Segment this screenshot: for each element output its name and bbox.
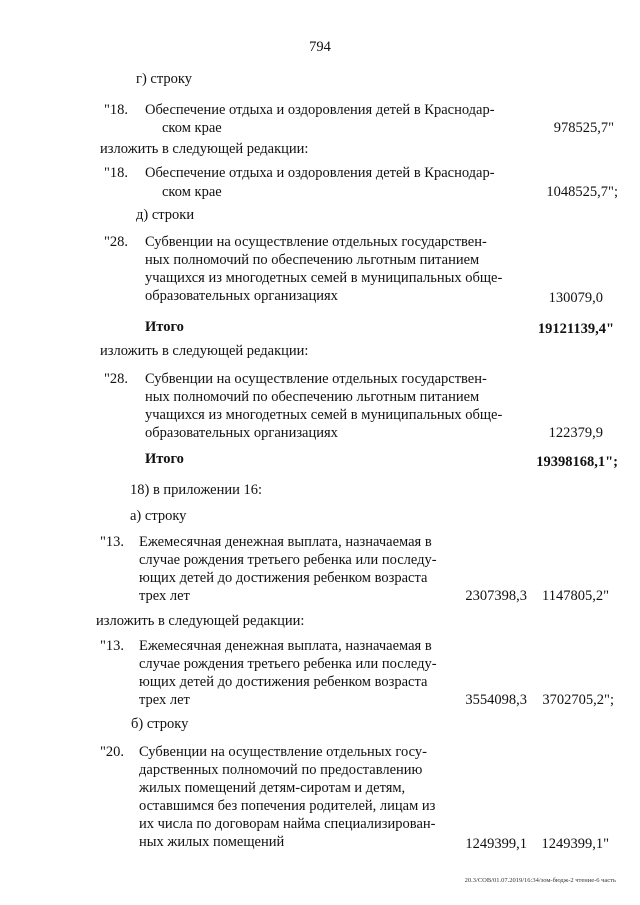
row-value-1: 3554098,3 — [465, 692, 527, 708]
row-text: дарственных полномочий по предоставлению — [139, 762, 423, 778]
row-text: их числа по договорам найма специализирован- — [139, 816, 436, 832]
total-label: Итого — [145, 319, 184, 335]
footer-reference: 20.3/СОВ/01.07.2019/16:34/зом-бюдж-2 чтение-6 часть — [464, 877, 616, 884]
row-value-2: 1249399,1" — [541, 836, 609, 852]
instruction-text: изложить в следующей редакции: — [100, 343, 309, 359]
row-value-2: 3702705,2"; — [542, 692, 614, 708]
row-text: трех лет — [139, 692, 190, 708]
row-value: 130079,0 — [548, 290, 603, 306]
row-text: ющих детей до достижения ребенком возраста — [139, 570, 428, 586]
row-text: Обеспечение отдыха и оздоровления детей в Краснодар- — [145, 165, 495, 181]
row-text: ском крае — [162, 120, 222, 136]
row-number: "28. — [104, 234, 129, 250]
row-value-2: 1147805,2" — [541, 588, 609, 604]
row-text: ющих детей до достижения ребенком возраста — [139, 674, 428, 690]
row-value: 122379,9 — [548, 425, 603, 441]
subsection-label: г) строку — [136, 71, 192, 87]
row-number: "18. — [104, 165, 129, 181]
row-text: случае рождения третьего ребенка или последу- — [139, 656, 437, 672]
row-text: трех лет — [139, 588, 190, 604]
subsection-label: б) строку — [131, 716, 189, 732]
instruction-text: изложить в следующей редакции: — [96, 613, 305, 629]
row-text: образовательных организациях — [145, 425, 338, 441]
subsection-label: а) строку — [130, 508, 187, 524]
row-number: "20. — [100, 744, 125, 760]
row-number: "13. — [100, 534, 125, 550]
row-text: Обеспечение отдыха и оздоровления детей в Краснодар- — [145, 102, 495, 118]
row-value: 1048525,7"; — [546, 184, 618, 200]
row-text: Субвенции на осуществление отдельных госу- — [139, 744, 427, 760]
row-value-1: 2307398,3 — [465, 588, 527, 604]
row-text: Субвенции на осуществление отдельных государствен- — [145, 234, 487, 250]
row-text: образовательных организациях — [145, 288, 338, 304]
row-text: учащихся из многодетных семей в муниципальных обще- — [145, 270, 503, 286]
subsection-label: д) строки — [136, 207, 195, 223]
row-number: "18. — [104, 102, 129, 118]
section-heading: 18) в приложении 16: — [130, 482, 263, 498]
row-value-1: 1249399,1 — [465, 836, 527, 852]
row-text: ском крае — [162, 184, 222, 200]
row-text: ных полномочий по обеспечению льготным питанием — [145, 252, 480, 268]
total-value: 19398168,1"; — [536, 454, 618, 470]
row-text: учащихся из многодетных семей в муниципальных обще- — [145, 407, 503, 423]
row-text: оставшимся без попечения родителей, лицам из — [139, 798, 436, 814]
row-text: ных жилых помещений — [139, 834, 285, 850]
instruction-text: изложить в следующей редакции: — [100, 141, 309, 157]
row-text: ных полномочий по обеспечению льготным питанием — [145, 389, 480, 405]
total-value: 19121139,4" — [537, 321, 614, 337]
row-text: жилых помещений детям-сиротам и детям, — [139, 780, 406, 796]
row-number: "28. — [104, 371, 129, 387]
row-text: Ежемесячная денежная выплата, назначаемая в — [139, 534, 432, 550]
row-text: Субвенции на осуществление отдельных государствен- — [145, 371, 487, 387]
row-text: Ежемесячная денежная выплата, назначаемая в — [139, 638, 432, 654]
page-number: 794 — [309, 39, 331, 55]
total-label: Итого — [145, 451, 184, 467]
row-value: 978525,7" — [553, 120, 614, 136]
row-text: случае рождения третьего ребенка или последу- — [139, 552, 437, 568]
row-number: "13. — [100, 638, 125, 654]
